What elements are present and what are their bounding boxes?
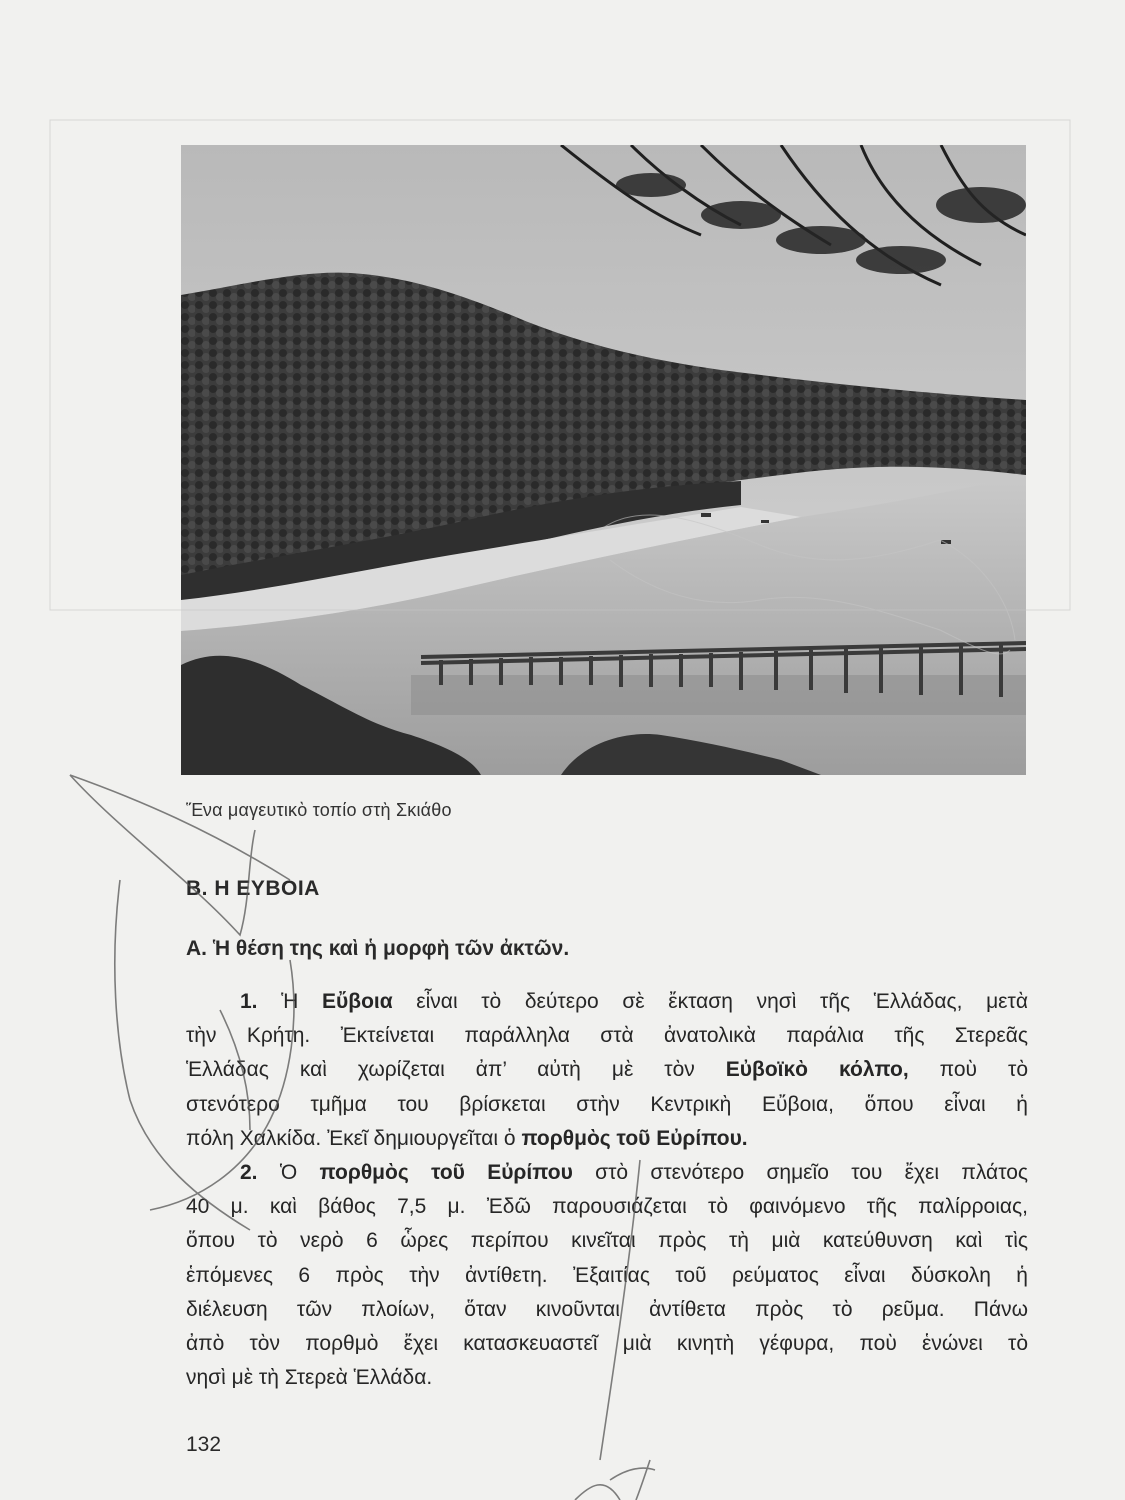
paragraph-number-2: 2. bbox=[240, 1161, 280, 1185]
bold-term-euboean-gulf: Εὐβοϊκὸ κόλπο, bbox=[725, 1058, 909, 1082]
page-number: 132 bbox=[186, 1433, 222, 1456]
bold-term-euripus-strait: πορθμὸς τοῦ Εὐρίπου. bbox=[521, 1126, 748, 1150]
paragraph1-line2: τὴν Κρήτη. Ἐκτείνεται παράλληλα στὰ ἀνατολικὰ παράλια τῆς Στερεᾶς bbox=[186, 1024, 1028, 1048]
text-fragment: Ἡ bbox=[281, 990, 323, 1013]
text-fragment: Ἑλλάδας καὶ χωρίζεται ἀπ’ αὐτὴ μὲ τὸν bbox=[186, 1058, 726, 1082]
paragraph1-line1 bbox=[186, 985, 1028, 1019]
paragraph2-line4: ἑπόμενες 6 πρὸς τὴν ἀντίθετη. Ἐξαιτίας τοῦ ρεύματος εἶναι δύσκολη ἡ bbox=[186, 1263, 1028, 1287]
paragraph-number-1: 1. bbox=[240, 990, 282, 1013]
paragraph2-line6: ἀπὸ τὸν πορθμὸ ἔχει κατασκευαστεῖ μιὰ κινητὴ γέφυρα, ποὺ ἑνώνει τὸ bbox=[186, 1332, 1028, 1356]
landscape-photo bbox=[181, 145, 1026, 775]
paragraph2-line2: 40 μ. καὶ βάθος 7,5 μ. Ἐδῶ παρουσιάζεται τὸ φαινόμενο τῆς παλίρροιας, bbox=[186, 1195, 1028, 1219]
subsection-title: Α. Ἡ θέση της καὶ ἡ μορφὴ τῶν ἀκτῶν. bbox=[186, 937, 570, 960]
text-fragment: στὸ στενότερο σημεῖο του ἔχει πλάτος bbox=[572, 1161, 1028, 1185]
skiathos-photo-illustration bbox=[181, 145, 1026, 775]
paragraph2-line5: διέλευση τῶν πλοίων, ὅταν κινοῦνται ἀντίθετα πρὸς τὸ ρεῦμα. Πάνω bbox=[186, 1297, 1028, 1321]
bold-term-euboea: Εὔβοια bbox=[322, 990, 393, 1013]
text-fragment: πόλη Χαλκίδα. Ἐκεῖ δημιουργεῖται ὁ bbox=[186, 1126, 522, 1150]
bold-term-euripus-strait: πορθμὸς τοῦ Εὐρίπου bbox=[319, 1161, 573, 1185]
paragraph1-line3 bbox=[186, 1053, 1028, 1087]
text-fragment: εἶναι τὸ δεύτερο σὲ ἔκταση νησὶ τῆς Ἑλλάδας, μετὰ bbox=[392, 990, 1028, 1013]
paragraph1-line5 bbox=[186, 1122, 1028, 1156]
paragraph2-line1 bbox=[186, 1156, 1028, 1190]
paragraph2-line7: νησὶ μὲ τὴ Στερεὰ Ἑλλάδα. bbox=[186, 1366, 433, 1390]
text-fragment: ποὺ τὸ bbox=[908, 1058, 1028, 1082]
body-text bbox=[186, 985, 1028, 1395]
paragraph2-line3: ὅπου τὸ νερὸ 6 ὧρες περίπου κινεῖται πρὸς τὴ μιὰ κατεύθυνση καὶ τὶς bbox=[186, 1229, 1028, 1253]
section-title: Β. Η ΕΥΒΟΙΑ bbox=[186, 877, 320, 900]
text-fragment: Ὁ bbox=[279, 1161, 320, 1185]
paragraph1-line4: στενότερο τμῆμα του βρίσκεται στὴν Κεντρικὴ Εὔβοια, ὅπου εἶναι ἡ bbox=[186, 1092, 1028, 1116]
photo-caption: Ἕνα μαγευτικὸ τοπίο στὴ Σκιάθο bbox=[186, 800, 452, 820]
